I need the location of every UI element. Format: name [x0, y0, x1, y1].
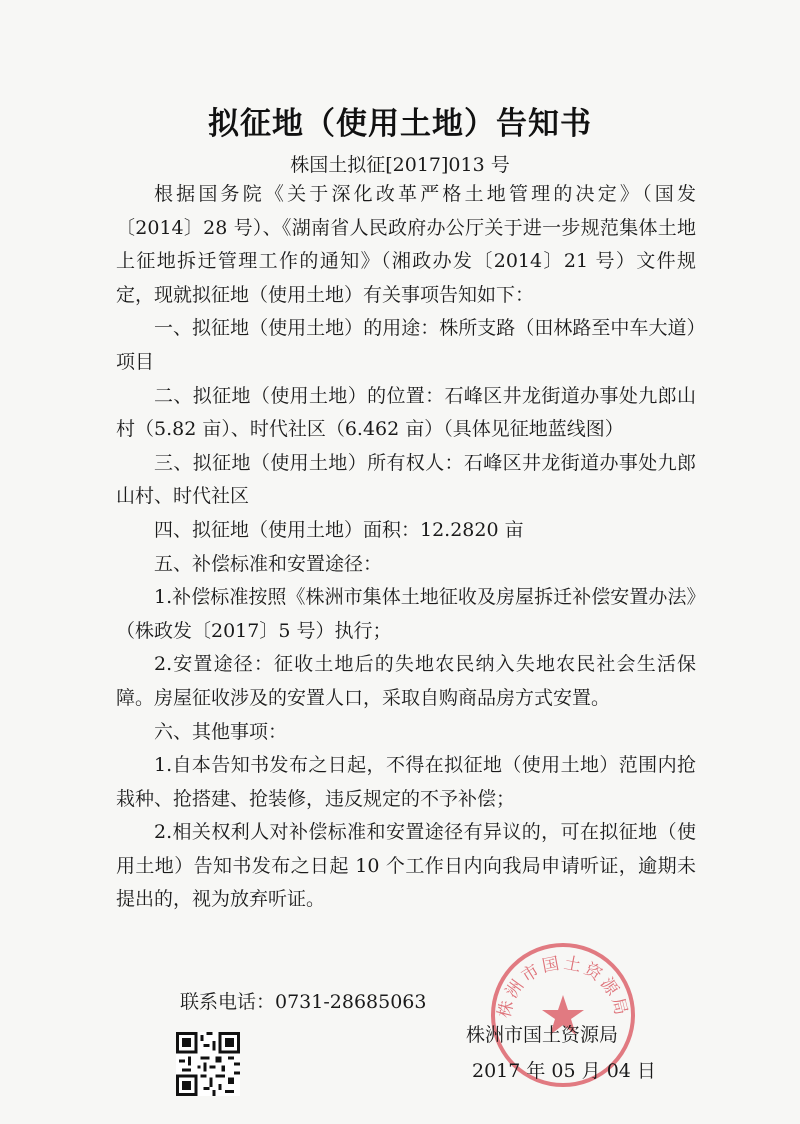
paragraph-compensation-standard: 1.补偿标准按照《株洲市集体土地征收及房屋拆迁补偿安置办法》（株政发〔2017〕5 号）执行； — [116, 586, 696, 642]
paragraph-location: 二、拟征地（使用土地）的位置：石峰区井龙街道办事处九郎山村（5.82 亩）、时代社区（6.462 亩）（具体见征地蓝线图） — [116, 384, 696, 441]
document-title: 拟征地（使用土地）告知书 — [208, 106, 592, 142]
paragraph-resettlement: 2.安置途径：征收土地后的失地农民纳入失地农民社会生活保障。房屋征收涉及的安置人口，采取自购商品房方式安置。 — [116, 653, 696, 709]
paragraph-other-2: 2.相关权利人对补偿标准和安置途径有异议的，可在拟征地（使用土地）告知书发布之日起 10 个工作日内向我局申请听证，逾期未提出的，视为放弃听证。 — [116, 821, 696, 911]
qr-code-icon — [176, 1032, 240, 1096]
paragraph-other-heading: 六、其他事项： — [154, 720, 288, 743]
paragraph-area: 四、拟征地（使用土地）面积：12.2820 亩 — [154, 518, 524, 541]
issue-date: 2017 年 05 月 04 日 — [472, 1060, 656, 1082]
paragraph-purpose: 一、拟征地（使用土地）的用途：株所支路（田林路至中车大道）项目 — [116, 317, 696, 373]
contact-phone: 联系电话：0731-28685063 — [180, 991, 427, 1013]
issuer-name: 株洲市国土资源局 — [466, 1024, 619, 1046]
svg-text:株洲市国土资源局: 株洲市国土资源局 — [494, 953, 632, 1020]
document-number: 株国土拟征[2017]013 号 — [290, 154, 510, 176]
paragraph-intro: 根据国务院《关于深化改革严格土地管理的决定》（国发〔2014〕28 号）、《湖南省人民政府办公厅关于进一步规范集体土地上征地拆迁管理工作的通知》（湘政办发〔2014〕21 号）文件规定，现就拟征地（使用土地）有关事项告知如下： — [116, 183, 696, 306]
paragraph-other-1: 1.自本告知书发布之日起，不得在拟征地（使用土地）范围内抢栽种、抢搭建、抢装修，违反规定的不予补偿； — [116, 754, 696, 810]
document-body — [116, 178, 696, 917]
paragraph-owner: 三、拟征地（使用土地）所有权人：石峰区井龙街道办事处九郎山村、时代社区 — [116, 451, 696, 508]
paragraph-compensation-heading: 五、补偿标准和安置途径： — [154, 552, 383, 575]
